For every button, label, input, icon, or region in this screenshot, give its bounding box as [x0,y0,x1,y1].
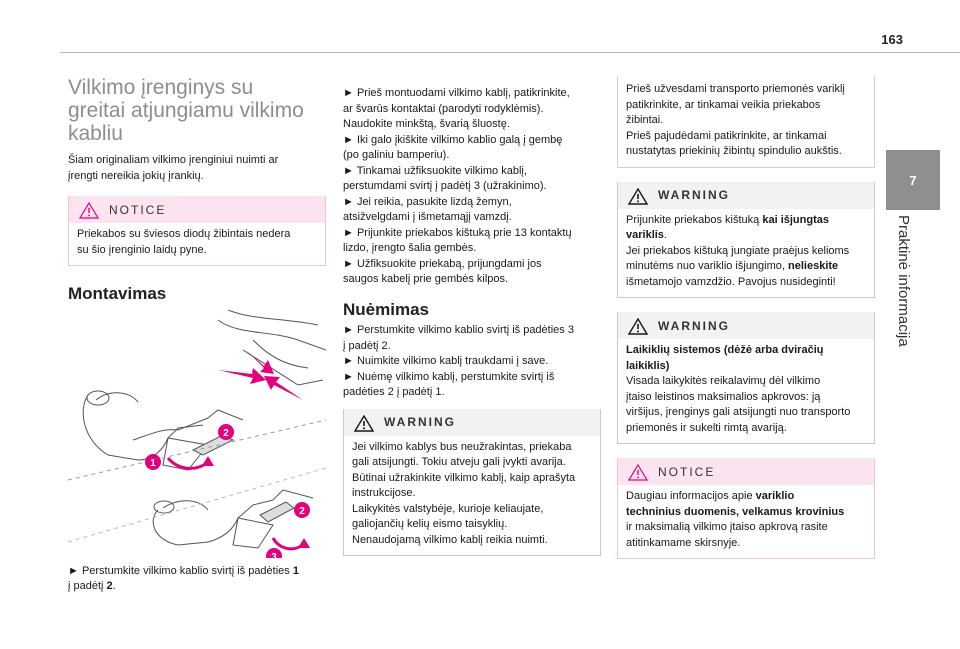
column-2 [343,86,601,556]
notice-body [618,485,874,558]
warning-body [618,339,874,443]
bold-text[interactable]: variklio [755,490,795,502]
text-line: įrengti nereikia jokių įrankių. [68,169,204,182]
step-line: ► Nuimkite vilkimo kablį traukdami į save. [343,355,549,367]
warning-header [344,409,600,436]
text-line: išmetamojo vamzdžio. Pavojus nusideginti! [626,275,836,288]
callout-2a: 2 [223,427,229,439]
text-line: žibintai. [626,114,664,126]
step-line: perstumdami svirtį į padėtį 3 (užrakinimo). [343,180,547,192]
section-heading-montavimas: Montavimas [68,284,167,303]
notice-box-specs [617,458,875,559]
notice-label: NOTICE [658,464,716,479]
step-line: padėties 2 į padėtį 1. [343,386,445,398]
chapter-number: 7 [909,172,917,188]
text-line: Prieš pajudėdami patikrinkite, ar tinkamai [626,129,827,142]
column-1 [68,76,326,595]
caption-text: ► Perstumkite vilkimo kablio svirtį iš padėties [68,564,293,577]
step-line: (po galiniu bamperiu). [343,149,450,161]
text-line: Nenaudojamą vilkimo kablį reikia nuimti. [352,533,548,546]
text: Prijunkite priekabos kištuką [626,213,763,226]
warning-label: WARNING [384,415,456,430]
notice-body [69,223,325,265]
text-line: Prieš užvesdami transporto priemonės variklį [626,83,845,95]
notice-label: NOTICE [109,202,167,217]
step-line: ► Perstumkite vilkimo kablio svirtį iš padėties 3 [343,324,574,336]
step-line: Naudokite minkštą, švarią šluostę. [343,118,510,130]
page-title [68,76,326,145]
text-line: Laikykitės valstybėje, kurioje keliaujate, [352,502,544,515]
warning-body [618,209,874,298]
page-number: 163 [881,32,903,47]
figure-caption [68,564,326,595]
step-line: ► Tinkamai užfiksuokite vilkimo kablį, [343,164,527,177]
callout-3: 3 [271,551,277,558]
chapter-tab[interactable] [886,150,940,210]
text-line: instrukcijose. [352,487,416,499]
step-line: ► Iki galo įkiškite vilkimo kablio galą į gembę [343,133,563,146]
header-rule [60,52,960,53]
warning-label: WARNING [658,188,730,203]
title-line: Vilkimo įrenginys su [68,76,254,99]
notice-triangle-icon [628,464,648,481]
warning-box [343,409,601,557]
intro-text [68,153,326,184]
step-line: ar švarūs kontaktai (parodyti rodyklėmis). [343,102,544,115]
text-line: Visada laikykitės reikalavimų dėl vilkimo [626,375,821,387]
warning-label: WARNING [658,318,730,333]
callout-1: 1 [150,457,156,469]
title-line: kabliu [68,122,123,145]
tow-hook-drawing [68,310,326,558]
step-line: ► Prijunkite priekabos kištuką prie 13 kontaktų [343,226,572,239]
text-line: Priekabos su šviesos diodų žibintais nedera [77,228,291,240]
bold-text: variklis [626,229,664,241]
caption-bold: 1 [292,564,299,577]
warning-body [344,436,600,556]
warning-header [618,182,874,209]
text-line: Jei priekabos kištuką jungiate praėjus kelioms [626,244,850,257]
text-line: priemonės ir sukelti rimtą avariją. [626,421,787,434]
tow-hook-illustration [68,310,326,558]
mounting-steps [343,86,601,288]
warning-triangle-icon [628,188,648,205]
section-heading-nuemimas: Nuėmimas [343,299,429,319]
continued-box [617,76,875,168]
step-line: ► Nuėmę vilkimo kablį, perstumkite svirtį iš [343,370,555,383]
column-3 [617,76,875,559]
bold-line: Laikiklių sistemos (dėžė arba dviračių [626,344,824,356]
text: Daugiau informacijos apie [626,490,756,502]
bold-text: nelieskite [788,260,839,272]
caption-text: . [112,580,116,592]
text-line: Būtinai užrakinkite vilkimo kablį, kaip aprašyta [352,471,576,484]
text-line: patikrinkite, ar tinkamai veikia priekabos [626,98,821,111]
text-line: įtaiso leistinos maksimalios apkrovos: ją [626,390,821,403]
text-line: viršijus, įrenginys gali atsijungti nuo transporto [626,406,851,418]
caption-text: į padėtį [68,580,107,592]
text-line: ir maksimalią vilkimo įtaiso apkrovą rasite [626,521,828,533]
notice-box [68,196,326,266]
chapter-title-vertical [896,215,924,405]
notice-header [618,458,874,485]
warning-box-engine-off [617,182,875,299]
warning-box-carrier [617,312,875,444]
text-line: nustatytas priekinių žibintų spindulio aukštis. [626,145,842,157]
title-line: greitai atjungiamu vilkimo [68,99,304,122]
chapter-title: Praktinė informacija [895,215,912,347]
step-line: ► Užfiksuokite priekabą, prijungdami jos [343,257,542,270]
callout-2b: 2 [299,505,305,517]
warning-triangle-icon [354,415,374,432]
text-line: Šiam originaliam vilkimo įrenginiui nuimti ar [68,154,279,166]
text-line: galiojančių kelių eismo taisyklių. [352,518,508,530]
text: minutėms nuo variklio išjungimo, [626,260,789,272]
warning-triangle-icon [628,318,648,335]
step-line: atsižvelgdami į išmetamąjį vamzdį. [343,211,512,223]
removal-steps [343,323,601,401]
bold-line: laikiklis) [626,359,670,372]
warning-header [618,312,874,339]
step-line: į padėtį 2. [343,339,391,352]
text-line: su šio įrenginio laidų pyne. [77,243,207,256]
caption-bold: 2 [106,580,113,592]
step-line: lizdo, įrengto šalia gembės. [343,242,477,254]
text: . [663,229,667,241]
step-line: saugos kabelį prie gembės kilpos. [343,273,509,285]
notice-triangle-icon [79,202,99,219]
text-line: atitinkamame skirsnyje. [626,536,741,549]
step-line: ► Prieš montuodami vilkimo kablį, patikrinkite, [343,87,570,99]
text-line: Jei vilkimo kablys bus neužrakintas, priekaba [352,440,572,453]
notice-header [69,196,325,223]
bold-text[interactable]: techninius duomenis, velkamus krovinius [626,505,845,518]
bold-text: kai išjungtas [762,213,829,226]
text-line: gali atsijungti. Tokiu atveju gali įvykti avarija. [352,456,566,468]
step-line: ► Jei reikia, pasukite lizdą žemyn, [343,195,512,208]
